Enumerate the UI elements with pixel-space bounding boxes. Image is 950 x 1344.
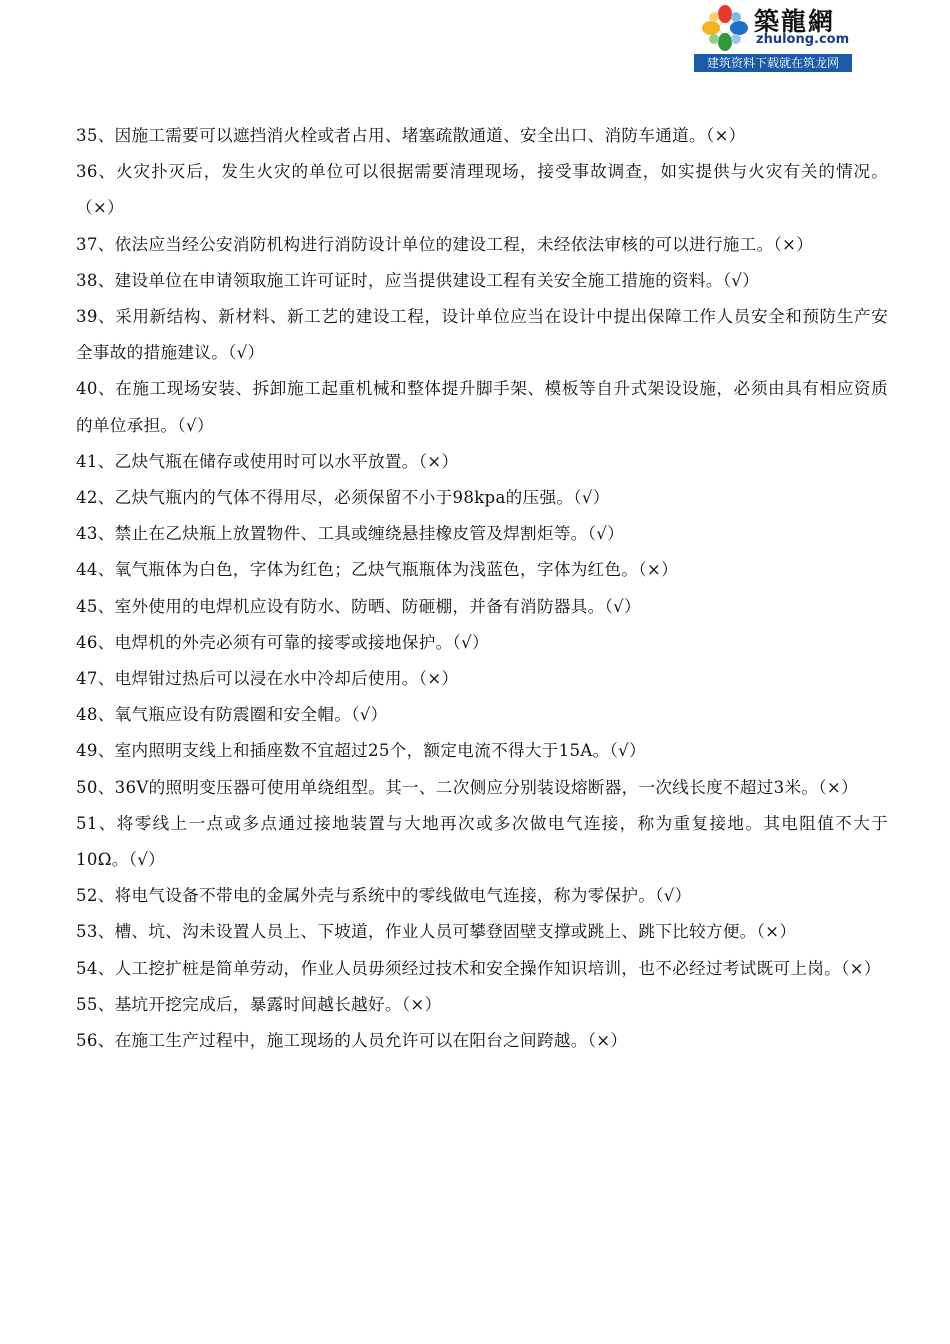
question-item-36: 36、火灾扑灭后，发生火灾的单位可以很据需要清理现场，接受事故调查，如实提供与火灾有关的情况。（×） [76, 162, 888, 218]
logo-slogan: 建筑资料下载就在筑龙网 [694, 54, 852, 72]
question-item-35: 35、因施工需要可以遮挡消火栓或者占用、堵塞疏散通道、安全出口、消防车通道。（×） [76, 126, 746, 145]
question-item-44: 44、氧气瓶体为白色，字体为红色；乙炔气瓶瓶体为浅蓝色，字体为红色。（×） [76, 560, 679, 580]
question-item-56: 56、在施工生产过程中，施工现场的人员允许可以在阳台之间跨越。（×） [76, 1031, 628, 1051]
question-item-51: 51、将零线上一点或多点通过接地装置与大地再次或多次做电气连接，称为重复接地。其电阻值不大于10Ω。（√） [76, 813, 888, 870]
question-list [76, 118, 888, 1059]
question-item-45: 45、室外使用的电焊机应设有防水、防晒、防砸棚，并备有消防器具。（√） [76, 596, 641, 616]
question-item-46: 46、电焊机的外壳必须有可靠的接零或接地保护。（√） [76, 632, 489, 652]
question-item-52: 52、将电气设备不带电的金属外壳与系统中的零线做电气连接，称为零保护。（√） [76, 886, 692, 906]
question-item-39: 39、采用新结构、新材料、新工艺的建设工程，设计单位应当在设计中提出保障工作人员安全和预防生产安全事故的措施建议。（√） [76, 307, 888, 363]
question-item-47: 47、电焊钳过热后可以浸在水中冷却后使用。（×） [76, 669, 459, 689]
zhulong-flower-icon [700, 4, 750, 52]
question-item-41: 41、乙炔气瓶在储存或使用时可以水平放置。（×） [76, 451, 459, 471]
question-item-38: 38、建设单位在申请领取施工许可证时，应当提供建设工程有关安全施工措施的资料。（√） [76, 270, 760, 290]
question-item-50: 50、36V的照明变压器可使用单绕组型。其一、二次侧应分别装设熔断器，一次线长度不超过3米。（×） [76, 777, 859, 797]
question-item-37: 37、依法应当经公安消防机构进行消防设计单位的建设工程，未经依法审核的可以进行施工。（×） [76, 234, 814, 254]
question-item-54: 54、人工挖扩桩是简单劳动，作业人员毋须经过技术和安全操作知识培训，也不必经过考试既可上岗。（×） [76, 958, 881, 978]
question-item-42: 42、乙炔气瓶内的气体不得用尽，必须保留不小于98kpa的压强。（√） [76, 488, 610, 508]
question-item-48: 48、氧气瓶应设有防震圈和安全帽。（√） [76, 705, 388, 725]
question-item-43: 43、禁止在乙炔瓶上放置物件、工具或缠绕悬挂橡皮管及焊割炬等。（√） [76, 524, 624, 544]
logo-name-cn: 築龍網 [754, 7, 836, 36]
question-item-53: 53、槽、坑、沟未设置人员上、下坡道，作业人员可攀登固壁支撑或跳上、跳下比较方便。（×） [76, 922, 797, 942]
logo-domain: zhulong.com [756, 32, 850, 47]
question-item-55: 55、基坑开挖完成后，暴露时间越长越好。（×） [76, 994, 442, 1014]
zhulong-logo [694, 0, 852, 74]
question-item-49: 49、室内照明支线上和插座数不宜超过25个，额定电流不得大于15A。（√） [76, 741, 646, 761]
question-item-40: 40、在施工现场安装、拆卸施工起重机械和整体提升脚手架、模板等自升式架设设施，必须由具有相应资质的单位承担。（√） [76, 379, 888, 435]
